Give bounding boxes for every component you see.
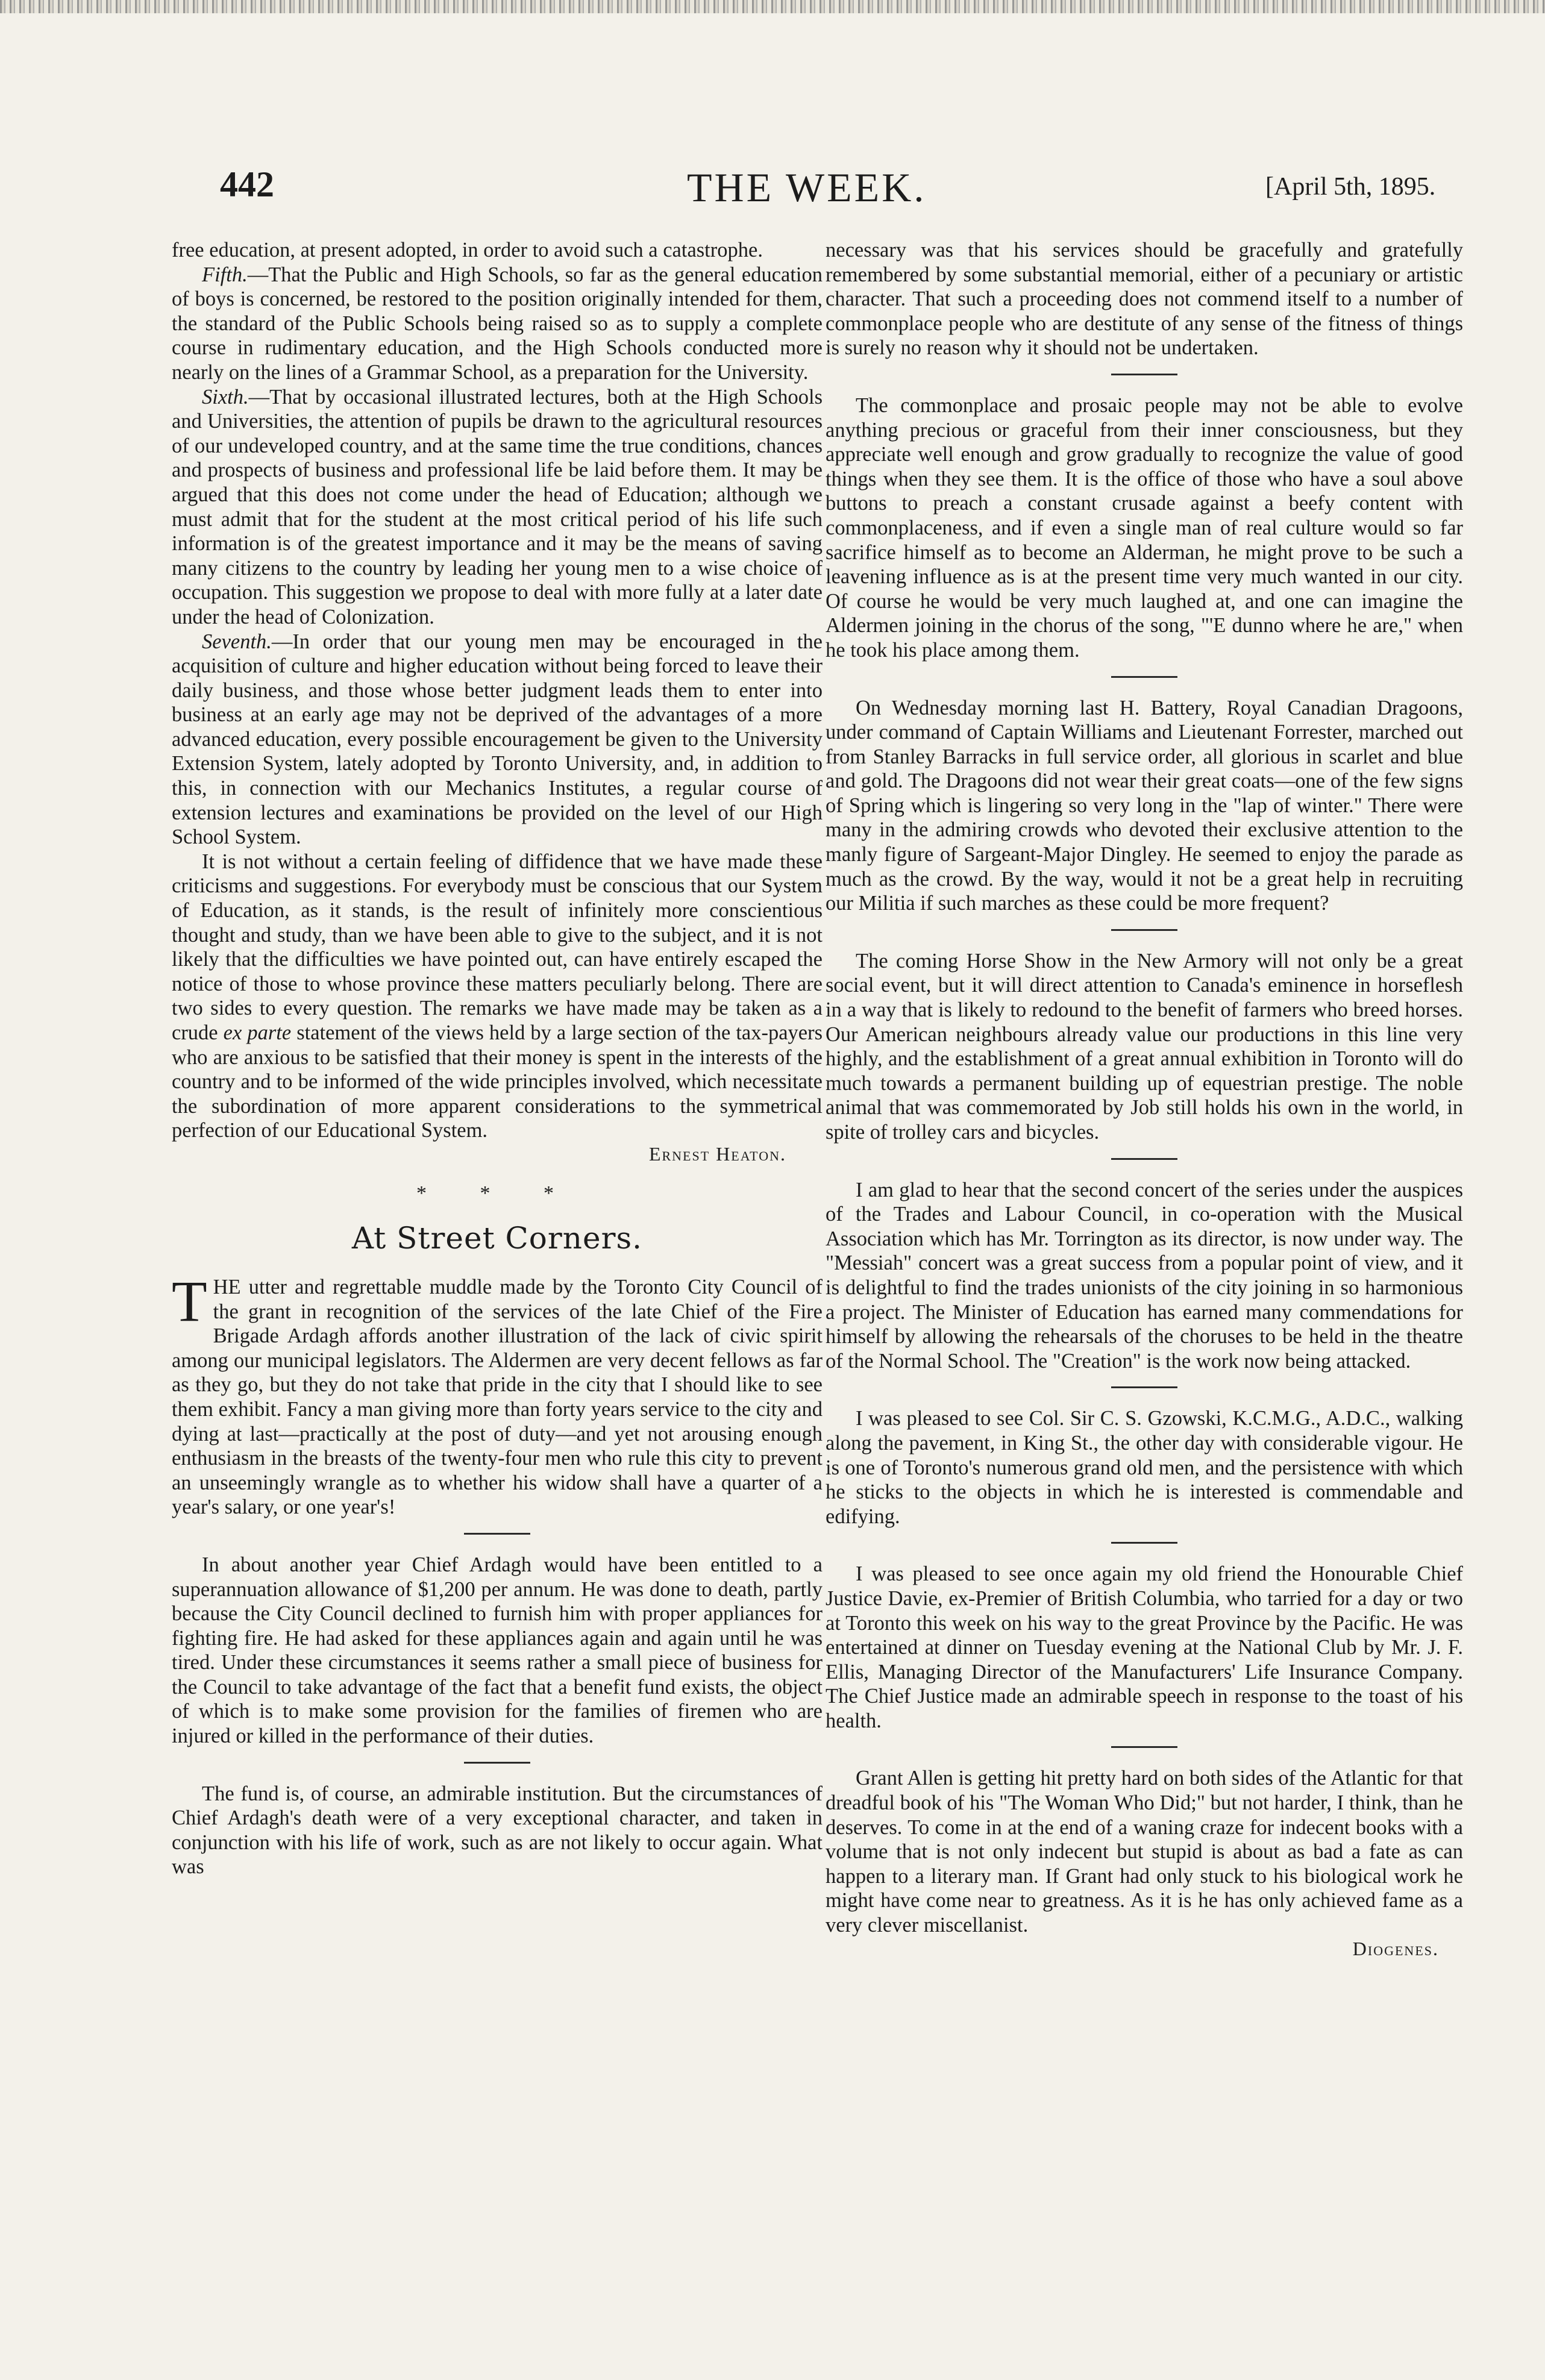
paragraph: free education, at present adopted, in order to avoid such a catastrophe. [172, 239, 763, 261]
paragraph-text: HE utter and regrettable muddle made by the Toronto City Council of the grant in recognition of the services of the late Chief of the Fire Brigade Ardagh affords another illustration of the lack of civic spirit among our municipal legislators. The Aldermen are very decent fellows as far as they go, but they do not take that pride in the city that I should like to see them exhibit. Fancy a man giving more than forty years service to the city and dying at last—practically at the post of duty—and yet not arousing enough enthusiasm in the breasts of the twenty-four men who rule this city to prevent an unseemingly wrangle as to whether his widow shall have a quarter of a year's salary, or one year's! [172, 1275, 823, 1519]
separator-rule [1111, 1542, 1177, 1544]
paragraph-text: —That by occasional illustrated lectures, both at the High Schools and Universities, the attention of pupils be drawn to the agricultural resources of our undeveloped country, and at the same time the true conditions, chances and prospects of business and professional life be laid before them. It may be argued that this does not come under the head of Education; although we must admit that for the student at the most critical period of his life such information is of the greatest importance and it may be the means of saving many citizens to the country by leading her young men to a wise choice of occupation. This suggestion we propose to deal with more fully at a later date under the head of Colonization. [172, 385, 823, 628]
paragraph [172, 263, 823, 385]
paragraph-label: Fifth. [202, 263, 248, 286]
separator-rule [1111, 374, 1177, 375]
journal-title: THE WEEK. [687, 164, 927, 210]
paragraph: I was pleased to see once again my old friend the Honourable Chief Justice Davie, ex-Premier of British Columbia, who tarried for a day or two at Toronto this week on his way to the great Province by the Pacific. He was entertained at dinner on Tuesday evening at the National Club by Mr. J. F. Ellis, Managing Director of the Manufacturers' Life Insurance Company. The Chief Justice made an admirable speech in response to the toast of his health. [826, 1562, 1463, 1732]
paragraph [172, 630, 823, 850]
paragraph [172, 1268, 823, 1520]
paragraph [172, 850, 823, 1143]
paragraph-italic: ex parte [223, 1021, 292, 1044]
paragraph-text: —In order that our young men may be encouraged in the acquisition of culture and higher education without being forced to leave their daily business, and those whose better judgment leads them to enter into business at an early age may not be deprived of the advantages of a more advanced education, every possible encouragement be given to the University Extension System, lately adopted by Toronto University, and, in addition to this, in connection with our Mechanics Institutes, a regular course of extension lectures and examinations be provided on the level of our High School System. [172, 630, 823, 849]
paragraph-label: Sixth. [202, 385, 249, 409]
paragraph-text: —That the Public and High Schools, so far as the general education of boys is concerned, be restored to the position originally intended for them, the standard of the Public Schools being raised so as to supply a complete course in rudimentary education, and the High Schools conducted more nearly on the lines of a Grammar School, as a preparation for the University. [172, 263, 823, 384]
separator-rule [1111, 1158, 1177, 1160]
page-header [0, 164, 1545, 218]
separator-rule [464, 1762, 530, 1764]
paragraph: On Wednesday morning last H. Battery, Royal Canadian Dragoons, under command of Captain Williams and Lieutenant Forrester, marched out from Stanley Barracks in full service order, all glorious in scarlet and blue and gold. The Dragoons did not wear their great coats—one of the few signs of Spring which is lingering so very long in the "lap of winter." There were many in the admiring crowds who devoted their exclusive attention to the manly figure of Sargeant-Major Dingley. He seemed to enjoy the parade as much as the crowd. By the way, would it not be a great help in recruiting our Militia if such marches as these could be more frequent? [826, 696, 1463, 915]
separator-rule [1111, 1386, 1177, 1388]
paragraph-text: It is not without a certain feeling of diffidence that we have made these criticisms and suggestions. For everybody must be conscious that our System of Education, as it stands, is the result of infinitely more conscientious thought and study, than we have been able to give to the subject, and it is not likely that the difficulties we have pointed out, can have entirely escaped the notice of those to whose province these matters peculiarly belong. There are two sides to every question. The remarks we have made may be taken as a crude [172, 850, 823, 1044]
paragraph: necessary was that his services should be gracefully and gratefully remembered by some substantial memorial, either of a pecuniary or artistic character. That such a proceeding does not commend itself to a number of commonplace people who are destitute of any sense of the fitness of things is surely no reason why it should not be undertaken. [826, 239, 1463, 360]
separator-rule [1111, 676, 1177, 678]
separator-rule [1111, 929, 1177, 931]
paragraph: The coming Horse Show in the New Armory will not only be a great social event, but it will direct attention to Canada's eminence in horseflesh in a way that is likely to redound to the benefit of farmers who breed horses. Our American neighbours already value our productions in this line very highly, and the establishment of a great annual exhibition in Toronto will do much towards a permanent building up of equestrian prestige. The noble animal that was commemorated by Job still holds his own in the world, in spite of trolley cars and bicycles. [826, 949, 1463, 1144]
left-column [172, 238, 823, 1879]
paragraph-text: statement of the views held by a large section of the tax-payers who are anxious to be satisfied that their money is spent in the interests of the country and to be informed of the wide principles involved, which necessitate the subordination of more apparent considerations to the symmetrical perfection of our Educational System. [172, 1021, 823, 1142]
paragraph: In about another year Chief Ardagh would have been entitled to a superannuation allowance of $1,200 per annum. He was done to death, partly because the City Council declined to furnish him with proper appliances for fighting fire. He had asked for these appliances again and again until he was tired. Under these circumstances it seems rather a small piece of business for the Council to take advantage of the fact that a benefit fund exists, the object of which is to make some provision for the families of firemen who are injured or killed in the performance of their duties. [172, 1553, 823, 1748]
separator-rule [464, 1533, 530, 1535]
paragraph: The fund is, of course, an admirable institution. But the circumstances of Chief Ardagh's death were of a very exceptional character, and taken in conjunction with his life of work, such as are not likely to occur again. What was [172, 1782, 823, 1879]
paragraph: I am glad to hear that the second concert of the series under the auspices of the Trades and Labour Council, in co-operation with the Musical Association which has Mr. Torrington as its director, is now under way. The "Messiah" concert was a great success from a popular point of view, and it is delightful to find the trades unionists of the city joining in so harmonious a project. The Minister of Education has earned many commendations for himself by allowing the rehearsals of the choruses to be held in the theatre of the Normal School. The "Creation" is the work now being attacked. [826, 1178, 1463, 1373]
paragraph: I was pleased to see Col. Sir C. S. Gzowski, K.C.M.G., A.D.C., walking along the pavement, in King St., the other day with considerable vigour. He is one of Toronto's numerous grand old men, and the persistence with which he sticks to the objects in which he is interested is commendable and edifying. [826, 1407, 1463, 1528]
page-top-edge [0, 0, 1545, 13]
paragraph: The commonplace and prosaic people may not be able to evolve anything precious or graceful from their inner consciousness, but they appreciate well enough and grow gradually to recognize the value of good things when they see them. It is the office of those who have a soul above buttons to preach a constant crusade against a beefy content with commonplaceness, and if even a single man of real culture would so far sacrifice himself as to become an Alderman, he might prove to be such a leavening influence as is at the present time very much wanted in our city. Of course he would be very much laughed at, and one can imagine the Aldermen joining in the chorus of the song, "'E dunno where he are," when he took his place among them. [826, 393, 1463, 662]
author-signature: Diogenes. [1352, 1937, 1439, 1959]
paragraph: Grant Allen is getting hit pretty hard on both sides of the Atlantic for that dreadful book of his "The Woman Who Did;" but not harder, I think, than he deserves. To come in at the end of a waning craze for indecent books with a volume that is not only indecent but stupid is about as bad a fate as can happen to a literary man. If Grant had only stuck to his biological work he might have come near to greatness. As it is he has only achieved fame as a very clever miscellanist. [826, 1767, 1463, 1937]
section-title: At Street Corners. [351, 1220, 643, 1256]
page-number: 442 [220, 164, 274, 204]
separator-rule [1111, 1746, 1177, 1748]
section-asterisks: * * * [416, 1182, 578, 1204]
paragraph [172, 385, 823, 630]
issue-date: [April 5th, 1895. [1265, 173, 1436, 201]
right-column [826, 238, 1463, 1960]
author-signature: Ernest Heaton. [648, 1142, 786, 1165]
drop-cap: T [172, 1268, 207, 1333]
paragraph-label: Seventh. [202, 630, 272, 653]
